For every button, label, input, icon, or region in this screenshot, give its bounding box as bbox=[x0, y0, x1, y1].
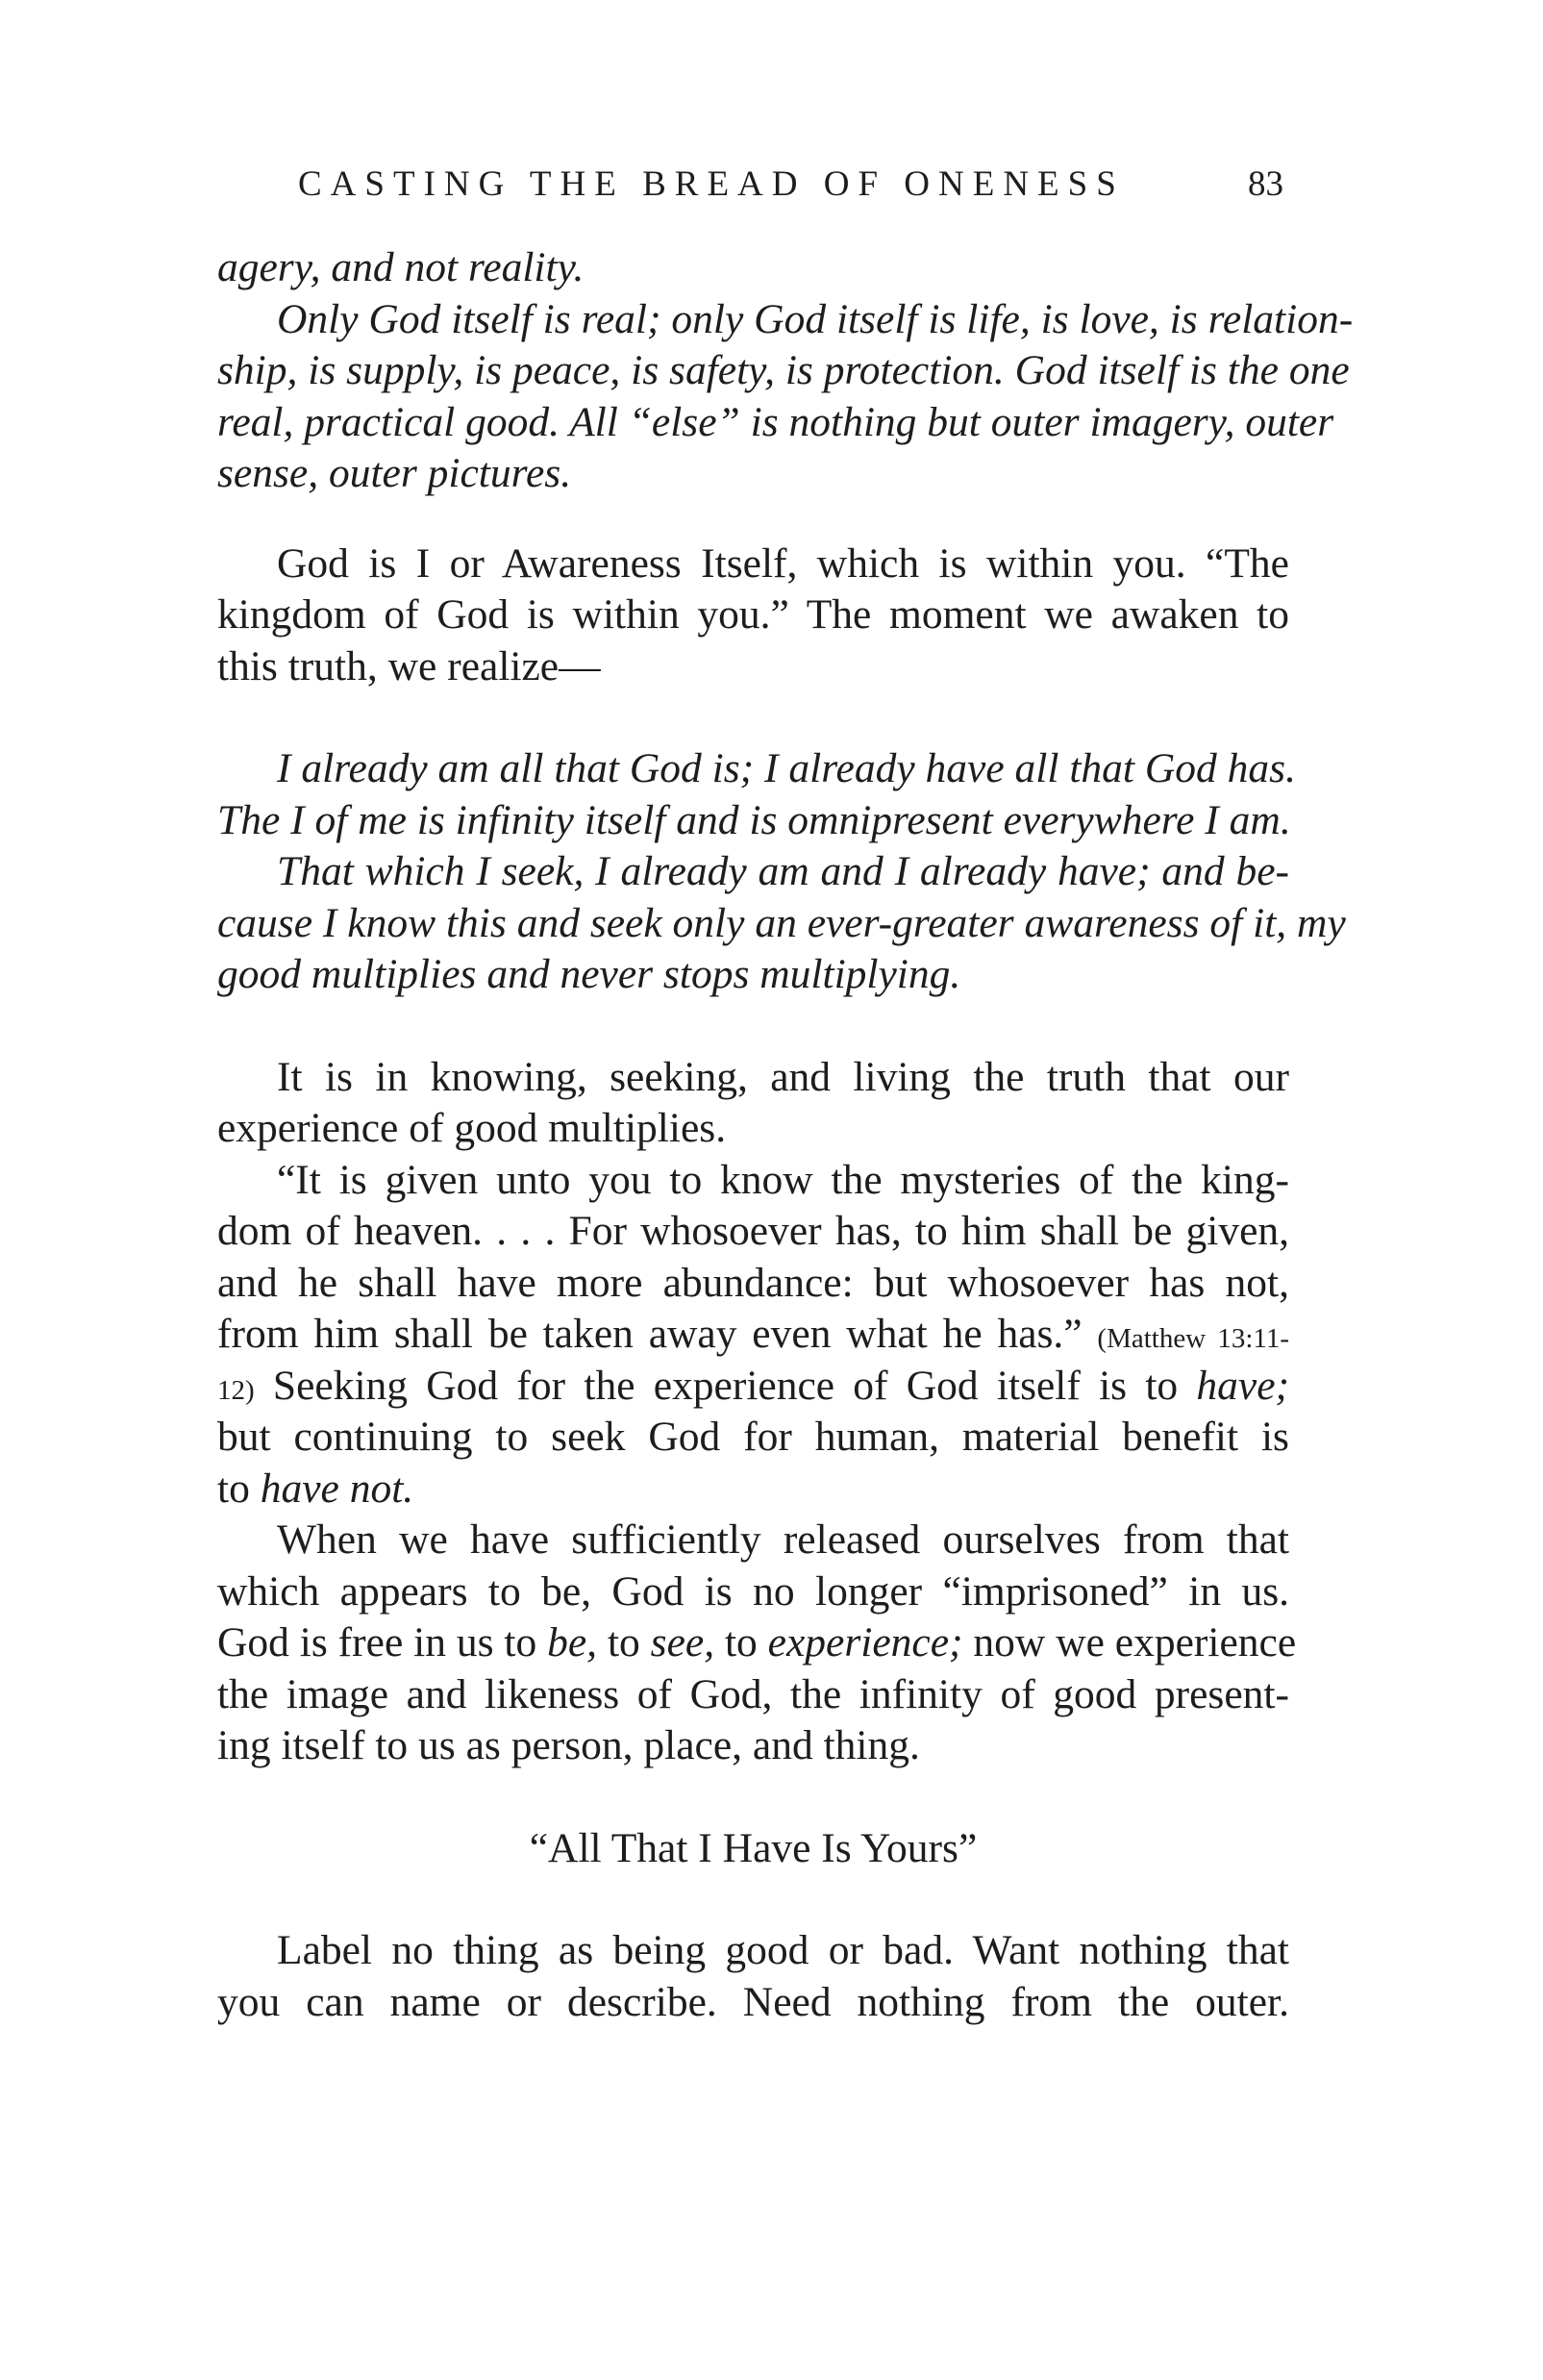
emphasis-have-not: have not. bbox=[260, 1465, 414, 1512]
paragraph-text: to bbox=[217, 1465, 250, 1512]
quote-line: I already am all that God is; I already have all that God has. bbox=[277, 745, 1296, 791]
spacer bbox=[217, 500, 1289, 539]
paragraph-line: kingdom of God is within you.” The moment we awaken to bbox=[217, 591, 1289, 638]
paragraph-line: and he shall have more abundance: but whosoever has not, bbox=[217, 1259, 1289, 1306]
page-number: 83 bbox=[1248, 164, 1283, 204]
running-head-title: CASTING THE BREAD OF ONENESS bbox=[298, 164, 1125, 204]
paragraph-line: ing itself to us as person, place, and thing. bbox=[217, 1722, 920, 1768]
paragraph-text: Seeking God for the experience of God itself is to bbox=[272, 1362, 1179, 1409]
quote-line: ship, is supply, is peace, is safety, is protection. God itself is the one bbox=[217, 347, 1350, 393]
paragraph-text: to bbox=[724, 1619, 758, 1666]
paragraph-text: God is free in us to bbox=[217, 1619, 537, 1666]
paragraph-line: this truth, we realize— bbox=[217, 642, 601, 689]
paragraph-line bbox=[217, 1309, 1289, 1361]
italic-quote-2 bbox=[217, 743, 1346, 1001]
paragraph-text: now we experience bbox=[973, 1619, 1297, 1666]
paragraph-line: which appears to be, God is no longer “imprisoned” in us. bbox=[217, 1567, 1289, 1615]
running-header bbox=[0, 156, 1543, 213]
section-title: “All That I Have Is Yours” bbox=[529, 1824, 978, 1871]
quote-line: good multiplies and never stops multiplying. bbox=[217, 951, 961, 997]
spacer bbox=[217, 1874, 1289, 1925]
paragraph-line bbox=[217, 1464, 1289, 1516]
emphasis-be: be, bbox=[547, 1619, 598, 1666]
quote-line: The I of me is infinity itself and is omnipresent everywhere I am. bbox=[217, 796, 1291, 843]
paragraph-2 bbox=[217, 1052, 1289, 1155]
paragraph-5 bbox=[217, 1925, 1289, 2028]
paragraph-line: When we have sufficiently released ourselves from that bbox=[277, 1516, 1289, 1563]
quote-line: cause I know this and seek only an ever-greater awareness of it, my bbox=[217, 899, 1346, 946]
quote-line: That which I seek, I already am and I already have; and be- bbox=[277, 848, 1289, 894]
quote-line: Only God itself is real; only God itself is life, is love, is relation- bbox=[277, 295, 1354, 342]
paragraph-line: Label no thing as being good or bad. Want nothing that bbox=[277, 1927, 1289, 1973]
emphasis-experience: experience; bbox=[767, 1619, 963, 1666]
paragraph-text: from him shall be taken away even what he has.” bbox=[217, 1311, 1083, 1357]
paragraph-line: God is I or Awareness Itself, which is within you. “The bbox=[277, 539, 1289, 587]
paragraph-line: experience of good multiplies. bbox=[217, 1105, 727, 1151]
paragraph-line bbox=[217, 1361, 1289, 1413]
spacer bbox=[217, 692, 1289, 743]
paragraph-line bbox=[217, 1617, 1297, 1669]
paragraph-text: to bbox=[607, 1619, 640, 1666]
emphasis-have: have; bbox=[1196, 1362, 1290, 1409]
page-body bbox=[217, 242, 1354, 2028]
paragraph-1 bbox=[217, 539, 1289, 693]
paragraph-3 bbox=[217, 1155, 1289, 1516]
quote-line: sense, outer pictures. bbox=[217, 450, 572, 496]
paragraph-line: you can name or describe. Need nothing from the outer. bbox=[217, 1978, 1289, 2025]
spacer bbox=[217, 1001, 1289, 1052]
quote-line: agery, and not reality. bbox=[217, 244, 585, 290]
emphasis-see: see, bbox=[650, 1619, 715, 1666]
paragraph-line: but continuing to seek God for human, material benefit is bbox=[217, 1414, 1289, 1460]
scripture-citation: 12) bbox=[217, 1374, 255, 1406]
scripture-citation: (Matthew 13:11- bbox=[1097, 1323, 1289, 1354]
paragraph-line: It is in knowing, seeking, and living the truth that our bbox=[277, 1053, 1289, 1100]
quote-line: real, practical good. All “else” is nothing but outer imagery, outer bbox=[217, 398, 1334, 445]
spacer bbox=[217, 1772, 1289, 1823]
italic-quote-1 bbox=[217, 242, 1354, 500]
paragraph-line: “It is given unto you to know the mysteries of the king- bbox=[277, 1156, 1289, 1203]
paragraph-line: dom of heaven. . . . For whosoever has, to him shall be given, bbox=[217, 1208, 1289, 1254]
paragraph-4 bbox=[217, 1515, 1297, 1772]
paragraph-line: the image and likeness of God, the infinity of good present- bbox=[217, 1670, 1289, 1717]
